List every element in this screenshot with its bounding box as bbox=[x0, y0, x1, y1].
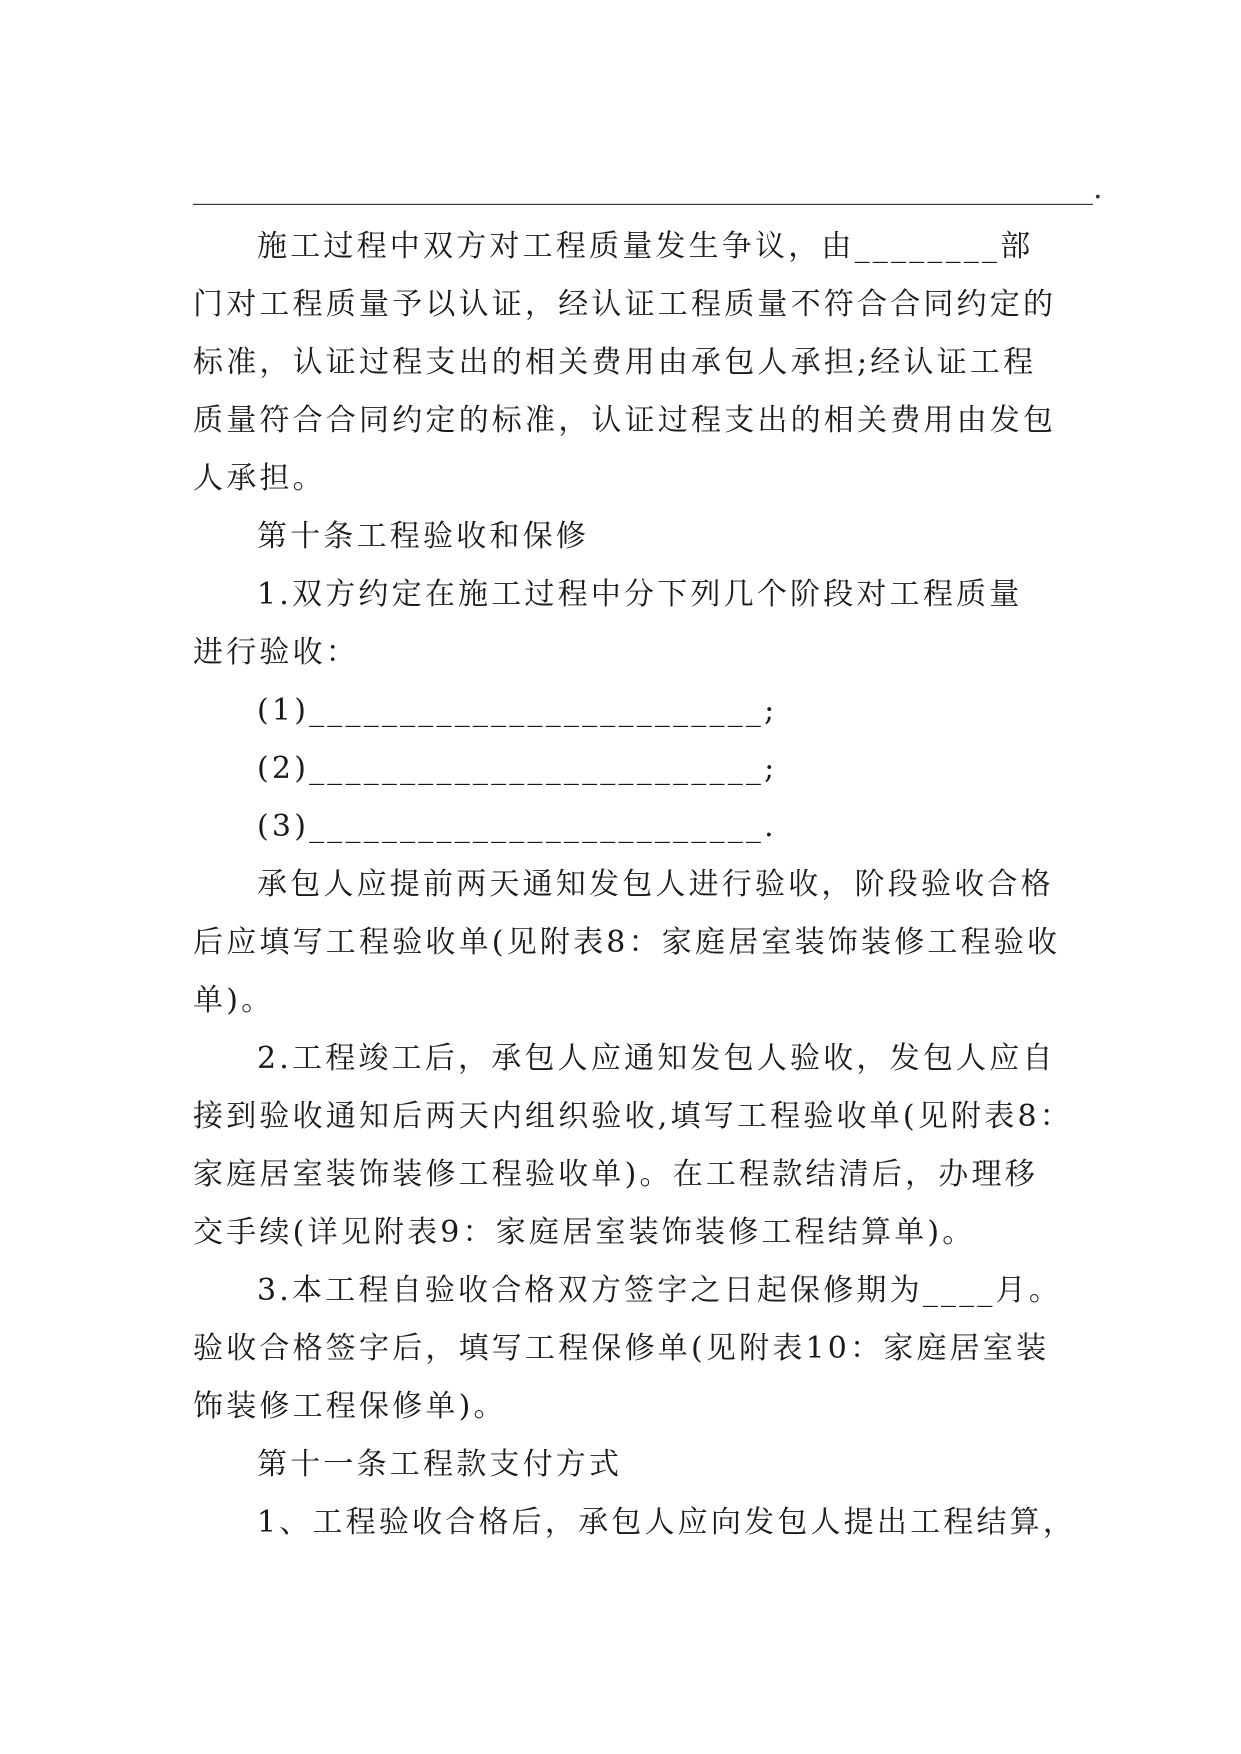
text-line: 验收合格签字后，填写工程保修单(见附表10：家庭居室装 bbox=[193, 1331, 1050, 1366]
blank-field-line: (1)_________________________; bbox=[257, 693, 778, 728]
text-line: 标准，认证过程支出的相关费用由承包人承担;经认证工程 bbox=[193, 345, 1037, 380]
text-line: 门对工程质量予以认证，经认证工程质量不符合合同约定的 bbox=[193, 287, 1057, 322]
text-line: 接到验收通知后两天内组织验收,填写工程验收单(见附表8： bbox=[193, 1099, 1073, 1134]
text-line: 施工过程中双方对工程质量发生争议，由________部 bbox=[257, 229, 1034, 264]
text-line: 承包人应提前两天通知发包人进行验收，阶段验收合格 bbox=[257, 867, 1054, 902]
text-line: 进行验收： bbox=[193, 635, 359, 670]
section-heading: 第十一条工程款支付方式 bbox=[257, 1447, 623, 1482]
text-line: 人承担。 bbox=[193, 461, 326, 496]
text-line: 家庭居室装饰装修工程验收单)。在工程款结清后，办理移 bbox=[193, 1157, 1038, 1192]
blank-field-line: (2)_________________________; bbox=[257, 751, 778, 786]
section-heading: 第十条工程验收和保修 bbox=[257, 519, 589, 554]
text-line: 2.工程竣工后，承包人应通知发包人验收，发包人应自 bbox=[257, 1041, 1056, 1076]
text-line: 交手续(详见附表9：家庭居室装饰装修工程结算单)。 bbox=[193, 1215, 976, 1250]
text-line: 3.本工程自验收合格双方签字之日起保修期为____月。 bbox=[257, 1273, 1063, 1308]
text-line: 质量符合合同约定的标准，认证过程支出的相关费用由发包 bbox=[193, 403, 1057, 438]
text-line: 1、工程验收合格后，承包人应向发包人提出工程结算， bbox=[257, 1505, 1077, 1540]
blank-field-line: (3)_________________________. bbox=[257, 809, 777, 844]
text-line: 后应填写工程验收单(见附表8：家庭居室装饰装修工程验收 bbox=[193, 925, 1061, 960]
text-line: 1.双方约定在施工过程中分下列几个阶段对工程质量 bbox=[257, 577, 1023, 612]
text-line: 饰装修工程保修单)。 bbox=[193, 1389, 507, 1424]
text-line: 单)。 bbox=[193, 983, 275, 1018]
text-line: ____________________________________________________________. bbox=[193, 171, 1103, 206]
document-body bbox=[193, 160, 1103, 1552]
